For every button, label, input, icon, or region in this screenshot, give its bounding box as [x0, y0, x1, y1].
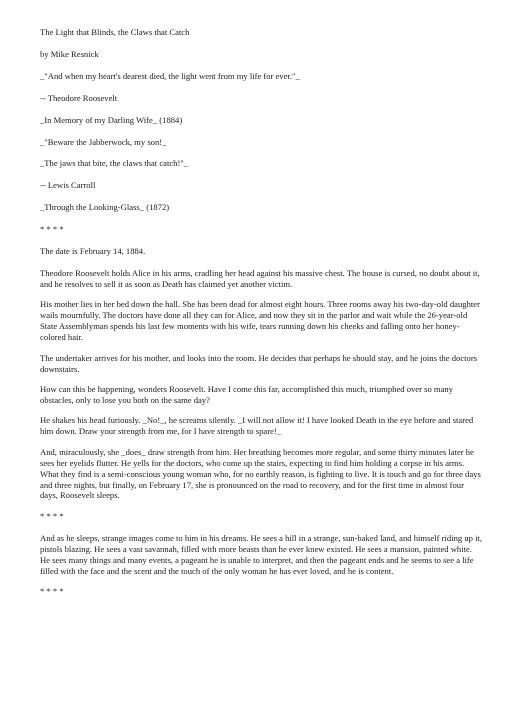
- body-paragraph: And as he sleeps, strange images come to him in his dreams. He sees a hill in a strange, sun-baked land, and himself riding up it, pistols blazing. He sees a vast savannah, filled with more beasts than he ever knew existed. He sees a mansion, painted white. He sees many things and many events, a pageant he is unable to interpret, and then the pageant ends and he seems to see a life filled with the face and the scent and the touch of the only woman he has ever loved, and he is content.: [40, 532, 482, 576]
- epigraph-quote-2-line-1: _"Beware the Jabberwock, my son!_: [40, 136, 167, 147]
- section-break: * * * *: [40, 510, 64, 521]
- body-paragraph: Theodore Roosevelt holds Alice in his arms, cradling her head against his massive chest. The house is cursed, no doubt about it, and he resolves to sell it as soon as Death has claimed yet another victim.: [40, 267, 480, 289]
- section-break: * * * *: [40, 224, 64, 235]
- body-paragraph: The undertaker arrives for his mother, and looks into the room. He decides that perhaps he should stay, and he joins the doctors downstairs.: [40, 352, 478, 374]
- body-paragraph: He shakes his head furiously. _No!_, he screams silently. _I will not allow it! I have looked Death in the eye before and stared him down. Draw your strength from me, for I have strength to spare!_: [40, 415, 474, 437]
- body-paragraph: The date is February 14, 1884.: [40, 246, 146, 257]
- body-paragraph: His mother lies in her bed down the hall. She has been dead for almost eight hours. Three rooms away his two-day-old daughter wails mournfully. The doctors have done all they can for Alice, and now they sit in the parlor and wait while the 26-year-old State Assemblyman spends his last few moments with his wife, tears running down his cheeks and falling onto her honey-colored hair.: [40, 299, 480, 343]
- body-paragraph: And, miraculously, she _does_ draw strength from him. Her breathing becomes more regular, and some thirty minutes later he sees her eyelids flutter. He yells for the doctors, who come up the stairs, expecting to find him holding a corpse in his arms. What they find is a semi-conscious young woman who, for no earthly reason, is fighting to live. It is touch and go for three days and three nights, but finally, on February 17, she is pronounced on the road to recovery, and for the first time in almost four days, Roosevelt sleeps.: [40, 446, 481, 501]
- body-paragraph: How can this be happening, wonders Roosevelt. Have I come this far, accomplished this much, triumphed over so many obstacles, only to lose you both on the same day?: [40, 384, 454, 405]
- epigraph-quote-1: _"And when my heart's dearest died, the light went from my life for ever."_: [40, 70, 300, 81]
- document-title: The Light that Blinds, the Claws that Catch: [40, 27, 190, 37]
- epigraph-attribution-2: -- Lewis Carroll: [40, 180, 96, 191]
- epigraph-source-1: _In Memory of my Darling Wife_ (1884): [40, 114, 183, 125]
- epigraph-quote-2-line-2: _The jaws that bite, the claws that catch!"_: [40, 158, 189, 169]
- epigraph-attribution-1: -- Theodore Roosevelt: [40, 92, 118, 103]
- epigraph-source-2: _Through the Looking-Glass_ (1872): [40, 202, 170, 213]
- author-byline: by Mike Resnick: [40, 48, 99, 59]
- section-break: * * * *: [40, 586, 64, 597]
